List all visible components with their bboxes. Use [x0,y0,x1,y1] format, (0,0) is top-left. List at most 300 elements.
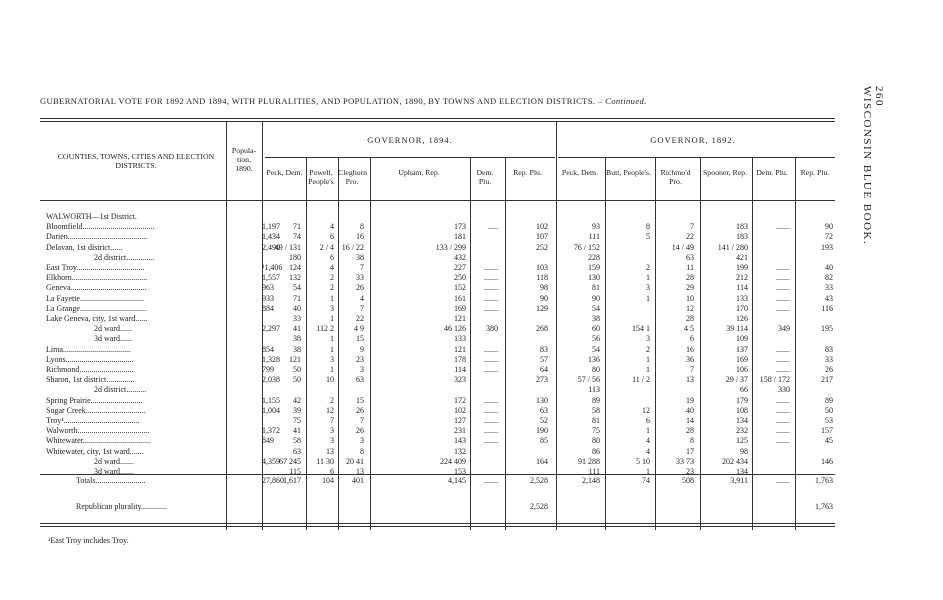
table-cell: 113 [588,385,600,395]
table-cell: 849 [262,436,274,446]
table-cell: 29 / 37 [725,375,748,385]
table-cell: 933 [262,293,274,303]
district-name: Spring Prairie.......................... [46,395,143,405]
table-cell: 1,557 [262,273,280,283]
table-cell: 202 434 [722,456,748,466]
table-cell: 323 [454,375,466,385]
table-cell: 52 [540,416,548,425]
table-cell: 26 [356,283,364,293]
table-cell: 50 [825,405,833,415]
table-cell: 33 73 [676,456,694,466]
table-cell: ....... [484,283,498,293]
table-cell: 1,372 [262,426,280,436]
table-cell: 1,155 [262,395,280,405]
column-header: Rep. Plu. [513,168,542,177]
table-cell: 6 [330,252,334,262]
table-cell: 169 [454,303,466,313]
table-cell: 3 [330,436,334,446]
district-name: Totals......................... [76,476,146,485]
table-cell: 10 [326,375,334,385]
table-cell: 33 [356,273,364,283]
table-cell: 1 [330,344,334,354]
table-cell: 33 [293,314,301,323]
district-name: 2d ward...... [94,324,132,334]
column-header: Spooner, Rep. [702,168,748,177]
table-row [0,283,943,293]
table-cell: 11 / 2 [632,375,650,385]
table-cell: 41 [293,426,301,436]
table-cell: 63 [686,252,694,262]
table-cell: 58 [293,436,301,446]
table-cell: 2 [330,283,334,293]
table-cell: 13 [326,446,334,456]
table-cell: 170 [736,303,748,313]
table-row [0,476,943,486]
table-row [0,355,943,365]
table-cell: 124 [289,263,301,272]
table-cell: 195 [821,324,833,334]
group-rule-1892 [558,157,835,158]
table-cell: 12 [326,405,334,415]
table-cell: 3 [360,365,364,374]
table-cell: 114 [736,283,748,293]
table-cell: 130 [536,395,548,405]
table-row [0,375,943,385]
table-cell: 53 [825,416,833,425]
table-cell: 104 [322,476,334,485]
district-name: 3d ward...... [94,334,132,344]
table-cell: 799 [262,365,274,374]
table-cell: 13 [686,375,694,385]
table-cell: 227 [454,263,466,272]
column-header: Powell, People's [308,168,334,186]
table-cell: ....... [776,303,790,313]
table-cell: 854 [262,344,274,354]
table-cell: 72 [825,232,833,242]
table-cell: 173 [454,222,466,232]
table-cell: 54 [293,283,301,293]
table-cell: 153 [454,467,466,476]
table-cell: 11 [686,263,694,272]
table-cell: 152 [454,283,466,293]
table-row [0,447,943,457]
column-header: Dem. Plu. [756,168,788,177]
table-cell: ....... [776,395,790,405]
table-cell: 102 [454,405,466,415]
table-cell: 108 [736,405,748,415]
table-cell: 75 [592,426,600,436]
table-cell: 74 [642,476,650,485]
table-cell: 50 [293,375,301,385]
table-cell: 28 [686,273,694,283]
table-cell: 2,528 [530,502,548,511]
table-cell: 56 [592,334,600,344]
table-cell: 1 [646,293,650,303]
table-cell: 7 [360,303,364,313]
table-cell: 1 [646,273,650,283]
table-cell: 4 9 [354,324,364,334]
table-cell: 164 [536,456,548,466]
table-cell: 2,148 [582,476,600,485]
table-cell: 133 [454,334,466,344]
table-cell: 330 [778,385,790,395]
table-cell: 90 [592,293,600,303]
table-row [0,212,943,222]
table-row [0,406,943,416]
table-cell: 22 [686,232,694,242]
table-cell: 6 [330,467,334,476]
column-header: Rep. Plu. [800,168,830,177]
group-rule-1894 [265,157,555,158]
table-cell: 7 [690,365,694,374]
table-cell: 1,617 [283,476,301,485]
district-name: Sharon, 1st district.............. [46,375,135,385]
table-cell: 115 [289,467,301,476]
table-cell: 90 [825,222,833,232]
table-cell: 19 [686,395,694,405]
table-cell: 228 [588,252,600,262]
table-cell: 121 [454,344,466,354]
table-cell: 143 [454,436,466,446]
table-cell: ....... [484,273,498,283]
table-cell: 199 [736,263,748,272]
table-cell: 5 [646,232,650,242]
table-cell: 2 [646,263,650,272]
table-cell: 75 [293,416,301,425]
table-cell: ....... [484,436,498,446]
table-row [0,365,943,375]
table-cell: 158 / 172 [759,375,790,385]
table-cell: ....... [484,405,498,415]
table-cell: 111 [588,467,600,476]
table-cell: 7 [690,222,694,232]
table-row [0,314,943,324]
table-cell: 63 [293,446,301,456]
table-row [0,396,943,406]
header-district: COUNTIES, TOWNS, CITIES AND ELECTION DISTRICTS. [57,152,215,170]
table-cell: 114 [454,365,466,374]
table-cell: 273 [536,375,548,385]
district-name: Troy¹...................................... [46,416,140,425]
table-cell: 42 [293,395,301,405]
table-cell: 161 [454,293,466,303]
table-cell: 432 [454,252,466,262]
column-header: Richmo'd Pro. [660,168,691,186]
table-cell: 8 [690,436,694,446]
table-cell: 159 [588,263,600,272]
district-name: Whitewater.................................. [46,436,151,446]
table-cell: 20 41 [346,456,364,466]
table-cell: 54 [592,303,600,313]
table-cell: 39 [293,405,301,415]
table-row [0,426,943,436]
table-cell: 60 [592,324,600,334]
table-cell: ....... [484,426,498,436]
book-title: WISCONSIN BLUE BOOK. [861,86,873,246]
table-cell: 132 [289,273,301,283]
table-cell: 40 [293,303,301,313]
table-cell: 1 [646,365,650,374]
table-cell: 231 [454,426,466,436]
table-cell: 89 [825,395,833,405]
district-name: Lima.................................. [46,344,131,354]
table-cell: ....... [484,365,498,374]
table-cell: 1,004 [262,405,280,415]
district-name: La Grange................................. [46,303,146,313]
table-cell: 6 [690,334,694,344]
table-cell: 26 [825,365,833,374]
table-cell: 118 [536,273,548,283]
column-header: Peck, Dem. [266,168,303,177]
table-cell: 3 [330,426,334,436]
table-cell: ....... [776,365,790,374]
district-name: Republican plurality............. [76,502,168,511]
table-cell: 1 [330,365,334,374]
table-row [0,345,943,355]
table-cell: 38 [356,252,364,262]
table-cell: 98 [540,283,548,293]
table-cell: 121 [289,354,301,364]
table-cell: 81 [592,283,600,293]
table-cell: 27,860 [262,476,284,485]
table-cell: 4 5 [684,324,694,334]
table-cell: 74 [293,232,301,242]
table-cell: 212 [736,273,748,283]
district-name: Elkhorn...................................... [46,273,148,283]
table-cell: 2 / 4 [319,242,334,252]
table-cell: 67 245 [279,456,301,466]
page-number: 260 [873,86,885,107]
page-title [40,96,870,106]
table-cell: 90 [540,293,548,303]
table-cell: 130 [588,273,600,283]
table-cell: 36 [686,354,694,364]
table-cell: 86 [592,446,600,456]
table-cell: 83 [540,344,548,354]
table-cell: 1,763 [815,476,833,485]
table-cell: 178 [454,354,466,364]
table-cell: 14 [686,416,694,425]
table-cell: 2 [330,395,334,405]
table-row [0,294,943,304]
table-cell: 224 409 [440,456,466,466]
table-cell: 6 [330,232,334,242]
table-cell: 13 [356,467,364,476]
table-cell: 134 [736,416,748,425]
table-row [0,232,943,242]
table-cell: 1 [646,426,650,436]
table-cell: 401 [352,476,364,485]
table-cell: 71 [293,222,301,232]
table-cell: 8 [646,222,650,232]
top-rule-2 [40,121,835,122]
table-row [0,263,943,273]
table-cell: 963 [262,283,274,293]
table-cell: 3 [360,436,364,446]
table-cell: 15 [356,395,364,405]
table-cell: 2,297 [262,324,280,334]
table-cell: 1 [646,467,650,476]
table-cell: 3 [330,303,334,313]
table-cell: ¹1,406 [262,263,283,272]
table-cell: 64 [540,365,548,374]
title-text: GUBERNATORIAL VOTE FOR 1892 AND 1894, WITH PLURALITIES, AND POPULATION, 1890, BY TOWNS AND ELECTION DISTRICTS. [40,96,596,106]
table-cell: 39 114 [726,324,748,334]
table-cell: 29 [686,283,694,293]
table-cell: 9 [360,344,364,354]
table-cell: ....... [484,263,498,272]
table-cell: 11 30 [316,456,334,466]
table-cell: 133 [736,293,748,303]
table-row [0,324,943,334]
table-cell: 136 [588,354,600,364]
table-cell: 23 [356,354,364,364]
table-row [0,273,943,283]
header-governor-1892: GOVERNOR, 1892. [650,135,736,145]
table-row [0,222,943,232]
table-cell: 217 [821,375,833,385]
table-cell: 5 10 [636,456,650,466]
table-cell: 58 [592,405,600,415]
table-cell: 884 [262,303,274,313]
table-cell: 89 [592,395,600,405]
table-cell: ....... [776,476,790,485]
table-cell: 121 [454,314,466,323]
table-cell: ....... [484,303,498,313]
table-cell: 107 [536,232,548,242]
table-cell: 33 [825,283,833,293]
column-header: Cleghorn Pro. [338,168,368,186]
table-cell: 4 [646,436,650,446]
table-cell: 14 / 49 [671,242,694,252]
district-name: 2d district.............. [94,252,155,262]
table-cell: 111 [588,232,600,242]
table-cell: 63 [540,405,548,415]
table-row [0,502,943,512]
table-cell: 46 126 [444,324,466,334]
table-row [0,243,943,253]
district-name: East Troy.................................. [46,263,145,272]
table-cell: 57 / 56 [577,375,600,385]
column-header: Upham, Rep. [398,168,440,177]
bottom-rule-2 [40,526,835,527]
table-cell: 49 / 131 [274,242,301,252]
table-cell: ....... [776,344,790,354]
table-cell: 3,911 [730,476,748,485]
table-cell: 132 [454,446,466,456]
table-cell: 172 [454,395,466,405]
table-cell: 1 [646,354,650,364]
table-cell: ....... [776,416,790,425]
table-cell: 1,434 [262,232,280,242]
table-cell: 54 [592,344,600,354]
header-bottom-rule [40,200,835,201]
table-cell: ....... [484,354,498,364]
table-cell: 38 [592,314,600,323]
table-cell: 57 [540,354,548,364]
table-cell: 1 [330,334,334,344]
table-cell: 103 [536,263,548,272]
table-cell: 4 [330,263,334,272]
table-cell: 2 [330,273,334,283]
table-cell: 26 [356,426,364,436]
table-cell: 252 [536,242,548,252]
table-cell: 43 [825,293,833,303]
table-cell: 508 [682,476,694,485]
table-cell: 16 [686,344,694,354]
table-cell: ....... [776,405,790,415]
table-cell: 190 [536,426,548,436]
district-name: La Fayette................................ [46,293,144,303]
table-cell: 26 [356,405,364,415]
table-cell: 4 [360,293,364,303]
table-cell: 2,490 [262,242,280,252]
table-cell: 1,763 [815,502,833,511]
table-cell: ....... [776,273,790,283]
column-header: Butt, People's. [606,168,651,177]
table-cell: 63 [356,375,364,385]
table-cell: 71 [293,293,301,303]
header-governor-1894: GOVERNOR, 1894. [367,135,453,145]
table-cell: 154 1 [632,324,650,334]
table-cell: 91 288 [578,456,600,466]
table-cell: 80 [592,365,600,374]
table-cell: 7 [330,416,334,425]
table-cell: 28 [686,314,694,323]
table-cell: 38 [293,344,301,354]
table-cell: 76 / 152 [573,242,600,252]
table-cell: 6 [646,416,650,425]
table-cell: ..... [488,222,498,232]
table-cell: 180 [289,252,301,262]
table-cell: 137 [736,344,748,354]
table-cell: 4,359 [262,456,280,466]
table-cell: 8 [360,446,364,456]
table-row [0,253,943,263]
table-cell: 45 [825,436,833,446]
table-cell: ....... [776,283,790,293]
top-rule [40,118,835,119]
table-cell: 12 [642,405,650,415]
table-cell: 141 / 280 [717,242,748,252]
bottom-rule [40,523,835,524]
table-cell: 250 [454,273,466,283]
table-cell: 7 [360,416,364,425]
table-row [0,334,943,344]
table-row [0,436,943,446]
table-cell: 80 [592,436,600,446]
table-cell: 1,328 [262,354,280,364]
district-name: Darien........................................ [46,232,148,242]
table-cell: 16 / 22 [341,242,364,252]
table-cell: 2,038 [262,375,280,385]
table-cell: 380 [486,324,498,334]
table-row [0,304,943,314]
table-cell: 169 [736,354,748,364]
table-cell: 109 [736,334,748,344]
table-cell: 81 [592,416,600,425]
table-row [0,457,943,467]
table-cell: 181 [454,232,466,242]
table-row [0,416,943,426]
district-name: Bloomfield.................................... [46,222,155,232]
table-cell: 40 [686,405,694,415]
table-cell: 15 [356,334,364,344]
table-row [0,385,943,395]
district-name: Walworth.................................... [46,426,150,436]
table-cell: 23 [686,467,694,476]
table-cell: 22 [356,314,364,323]
